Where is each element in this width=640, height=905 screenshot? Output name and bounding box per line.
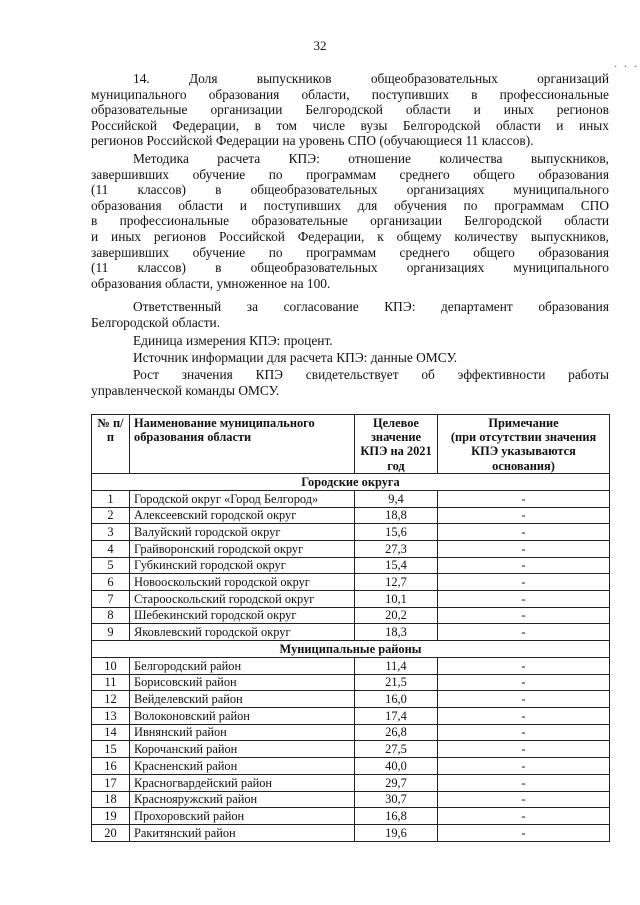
table-row bbox=[92, 507, 610, 524]
header-note-detail: (при отсутствии значения КПЭ указываются основания) bbox=[450, 430, 597, 473]
text-line: (11 классов) в общеобразовательных организациях муниципального bbox=[91, 182, 609, 198]
row-note: - bbox=[438, 557, 610, 574]
row-target-value: 16,0 bbox=[355, 691, 438, 708]
row-number: 4 bbox=[92, 540, 130, 557]
row-number: 17 bbox=[92, 774, 130, 791]
row-municipality: Белгородский район bbox=[130, 658, 355, 675]
row-number: 19 bbox=[92, 808, 130, 825]
row-note: - bbox=[438, 708, 610, 725]
row-target-value: 19,6 bbox=[355, 824, 438, 841]
row-target-value: 17,4 bbox=[355, 708, 438, 725]
row-municipality: Красногвардейский район bbox=[130, 774, 355, 791]
table-row bbox=[92, 574, 610, 591]
row-municipality: Вейделевский район bbox=[130, 691, 355, 708]
row-number: 11 bbox=[92, 674, 130, 691]
header-number: № п/п bbox=[92, 415, 130, 474]
row-number: 1 bbox=[92, 490, 130, 507]
row-number: 14 bbox=[92, 724, 130, 741]
row-note: - bbox=[438, 824, 610, 841]
row-municipality: Алексеевский городской округ bbox=[130, 507, 355, 524]
row-note: - bbox=[438, 658, 610, 675]
header-municipality: Наименование муниципального образования области bbox=[130, 415, 355, 474]
indicator-14-title bbox=[91, 71, 609, 149]
header-target-value: Целевое значение КПЭ на 2021 год bbox=[355, 415, 438, 474]
table-row bbox=[92, 557, 610, 574]
row-note: - bbox=[438, 691, 610, 708]
table-row bbox=[92, 808, 610, 825]
row-note: - bbox=[438, 758, 610, 775]
row-note: - bbox=[438, 490, 610, 507]
row-note: - bbox=[438, 808, 610, 825]
responsible-party bbox=[91, 299, 609, 330]
text-line: Ответственный за согласование КПЭ: департамент образования bbox=[133, 299, 609, 314]
text-line: образовательные организации Белгородской области и иных регионов bbox=[91, 102, 609, 118]
table-row bbox=[92, 791, 610, 808]
text-line: завершивших обучение по программам среднего общего образования bbox=[91, 244, 609, 260]
row-number: 2 bbox=[92, 507, 130, 524]
table-row bbox=[92, 741, 610, 758]
growth-statement bbox=[91, 367, 609, 398]
row-municipality: Прохоровский район bbox=[130, 808, 355, 825]
table-header-row bbox=[92, 415, 610, 474]
text-line: завершивших обучение по программам среднего общего образования bbox=[91, 166, 609, 182]
row-number: 8 bbox=[92, 607, 130, 624]
text-line: Белгородской области. bbox=[91, 314, 221, 330]
row-target-value: 40,0 bbox=[355, 758, 438, 775]
text-line: 14. Доля выпускников общеобразовательных организаций bbox=[133, 71, 609, 86]
row-note: - bbox=[438, 724, 610, 741]
table-row bbox=[92, 674, 610, 691]
row-note: - bbox=[438, 507, 610, 524]
text-line: в профессиональные образовательные организации Белгородской области bbox=[91, 213, 609, 229]
group-header-row bbox=[92, 641, 610, 658]
text-line: управленческой команды ОМСУ. bbox=[91, 382, 280, 398]
row-municipality: Яковлевский городской округ bbox=[130, 624, 355, 641]
row-note: - bbox=[438, 607, 610, 624]
text-line: регионов Российской Федерации на уровень СПО (обучающиеся 11 классов). bbox=[91, 133, 534, 149]
row-municipality: Шебекинский городской округ bbox=[130, 607, 355, 624]
table-row bbox=[92, 658, 610, 675]
row-note: - bbox=[438, 590, 610, 607]
text-line: Единица измерения КПЭ: процент. bbox=[133, 333, 333, 348]
row-municipality: Валуйский городской округ bbox=[130, 524, 355, 541]
row-number: 16 bbox=[92, 758, 130, 775]
corner-mark: · · · bbox=[614, 62, 639, 73]
row-target-value: 15,4 bbox=[355, 557, 438, 574]
row-target-value: 30,7 bbox=[355, 791, 438, 808]
row-target-value: 11,4 bbox=[355, 658, 438, 675]
row-number: 3 bbox=[92, 524, 130, 541]
table-row bbox=[92, 590, 610, 607]
row-note: - bbox=[438, 624, 610, 641]
row-target-value: 27,5 bbox=[355, 741, 438, 758]
row-municipality: Грайворонский городской округ bbox=[130, 540, 355, 557]
row-note: - bbox=[438, 791, 610, 808]
table-row bbox=[92, 624, 610, 641]
row-note: - bbox=[438, 774, 610, 791]
row-number: 15 bbox=[92, 741, 130, 758]
row-number: 12 bbox=[92, 691, 130, 708]
table-row bbox=[92, 490, 610, 507]
page-number: 32 bbox=[313, 38, 327, 53]
row-number: 13 bbox=[92, 708, 130, 725]
text-line: Источник информации для расчета КПЭ: данные ОМСУ. bbox=[133, 350, 458, 365]
group-title: Муниципальные районы bbox=[92, 641, 610, 658]
text-line: образования области, умноженное на 100. bbox=[91, 275, 331, 291]
row-target-value: 16,8 bbox=[355, 808, 438, 825]
row-municipality: Новооскольский городской округ bbox=[130, 574, 355, 591]
text-line: Методика расчета КПЭ: отношение количества выпускников, bbox=[133, 151, 609, 166]
row-municipality: Старооскольский городской округ bbox=[130, 590, 355, 607]
table-row bbox=[92, 540, 610, 557]
table-row bbox=[92, 708, 610, 725]
row-target-value: 12,7 bbox=[355, 574, 438, 591]
row-number: 7 bbox=[92, 590, 130, 607]
text-line: (11 классов) в общеобразовательных организациях муниципального bbox=[91, 260, 609, 276]
unit-of-measure bbox=[91, 333, 609, 349]
table-row bbox=[92, 774, 610, 791]
row-number: 10 bbox=[92, 658, 130, 675]
table-row bbox=[92, 724, 610, 741]
row-target-value: 27,3 bbox=[355, 540, 438, 557]
table-row bbox=[92, 758, 610, 775]
table-row bbox=[92, 691, 610, 708]
row-note: - bbox=[438, 574, 610, 591]
row-number: 5 bbox=[92, 557, 130, 574]
row-note: - bbox=[438, 674, 610, 691]
row-municipality: Борисовский район bbox=[130, 674, 355, 691]
row-municipality: Ракитянский район bbox=[130, 824, 355, 841]
row-number: 20 bbox=[92, 824, 130, 841]
row-municipality: Корочанский район bbox=[130, 741, 355, 758]
row-target-value: 9,4 bbox=[355, 490, 438, 507]
group-title: Городские округа bbox=[92, 473, 610, 490]
table-row bbox=[92, 824, 610, 841]
row-note: - bbox=[438, 524, 610, 541]
row-target-value: 18,3 bbox=[355, 624, 438, 641]
row-target-value: 29,7 bbox=[355, 774, 438, 791]
header-note-title: Примечание bbox=[488, 416, 559, 430]
row-target-value: 21,5 bbox=[355, 674, 438, 691]
text-line: муниципального образования области, поступивших в профессиональные bbox=[91, 86, 609, 102]
group-header-row bbox=[92, 473, 610, 490]
row-number: 18 bbox=[92, 791, 130, 808]
row-municipality: Красненский район bbox=[130, 758, 355, 775]
row-target-value: 18,8 bbox=[355, 507, 438, 524]
text-line: и иных регионов Российской Федерации, к общему количеству выпускников, bbox=[91, 228, 609, 244]
table-row bbox=[92, 607, 610, 624]
calculation-methodology bbox=[91, 151, 609, 291]
row-municipality: Губкинский городской округ bbox=[130, 557, 355, 574]
data-source bbox=[91, 350, 609, 366]
row-note: - bbox=[438, 540, 610, 557]
row-municipality: Краснояружский район bbox=[130, 791, 355, 808]
row-target-value: 26,8 bbox=[355, 724, 438, 741]
row-target-value: 15,6 bbox=[355, 524, 438, 541]
text-line: Рост значения КПЭ свидетельствует об эффективности работы bbox=[133, 367, 609, 382]
table-row bbox=[92, 524, 610, 541]
text-line: образования области и поступивших для обучения по программам СПО bbox=[91, 197, 609, 213]
text-line: Российской Федерации, в том числе вузы Белгородской области и иных bbox=[91, 117, 609, 133]
row-target-value: 20,2 bbox=[355, 607, 438, 624]
row-target-value: 10,1 bbox=[355, 590, 438, 607]
row-number: 6 bbox=[92, 574, 130, 591]
row-municipality: Волоконовский район bbox=[130, 708, 355, 725]
row-municipality: Ивнянский район bbox=[130, 724, 355, 741]
kpe-targets-table bbox=[91, 414, 610, 842]
header-note bbox=[438, 415, 610, 474]
row-note: - bbox=[438, 741, 610, 758]
row-municipality: Городской округ «Город Белгород» bbox=[130, 490, 355, 507]
row-number: 9 bbox=[92, 624, 130, 641]
